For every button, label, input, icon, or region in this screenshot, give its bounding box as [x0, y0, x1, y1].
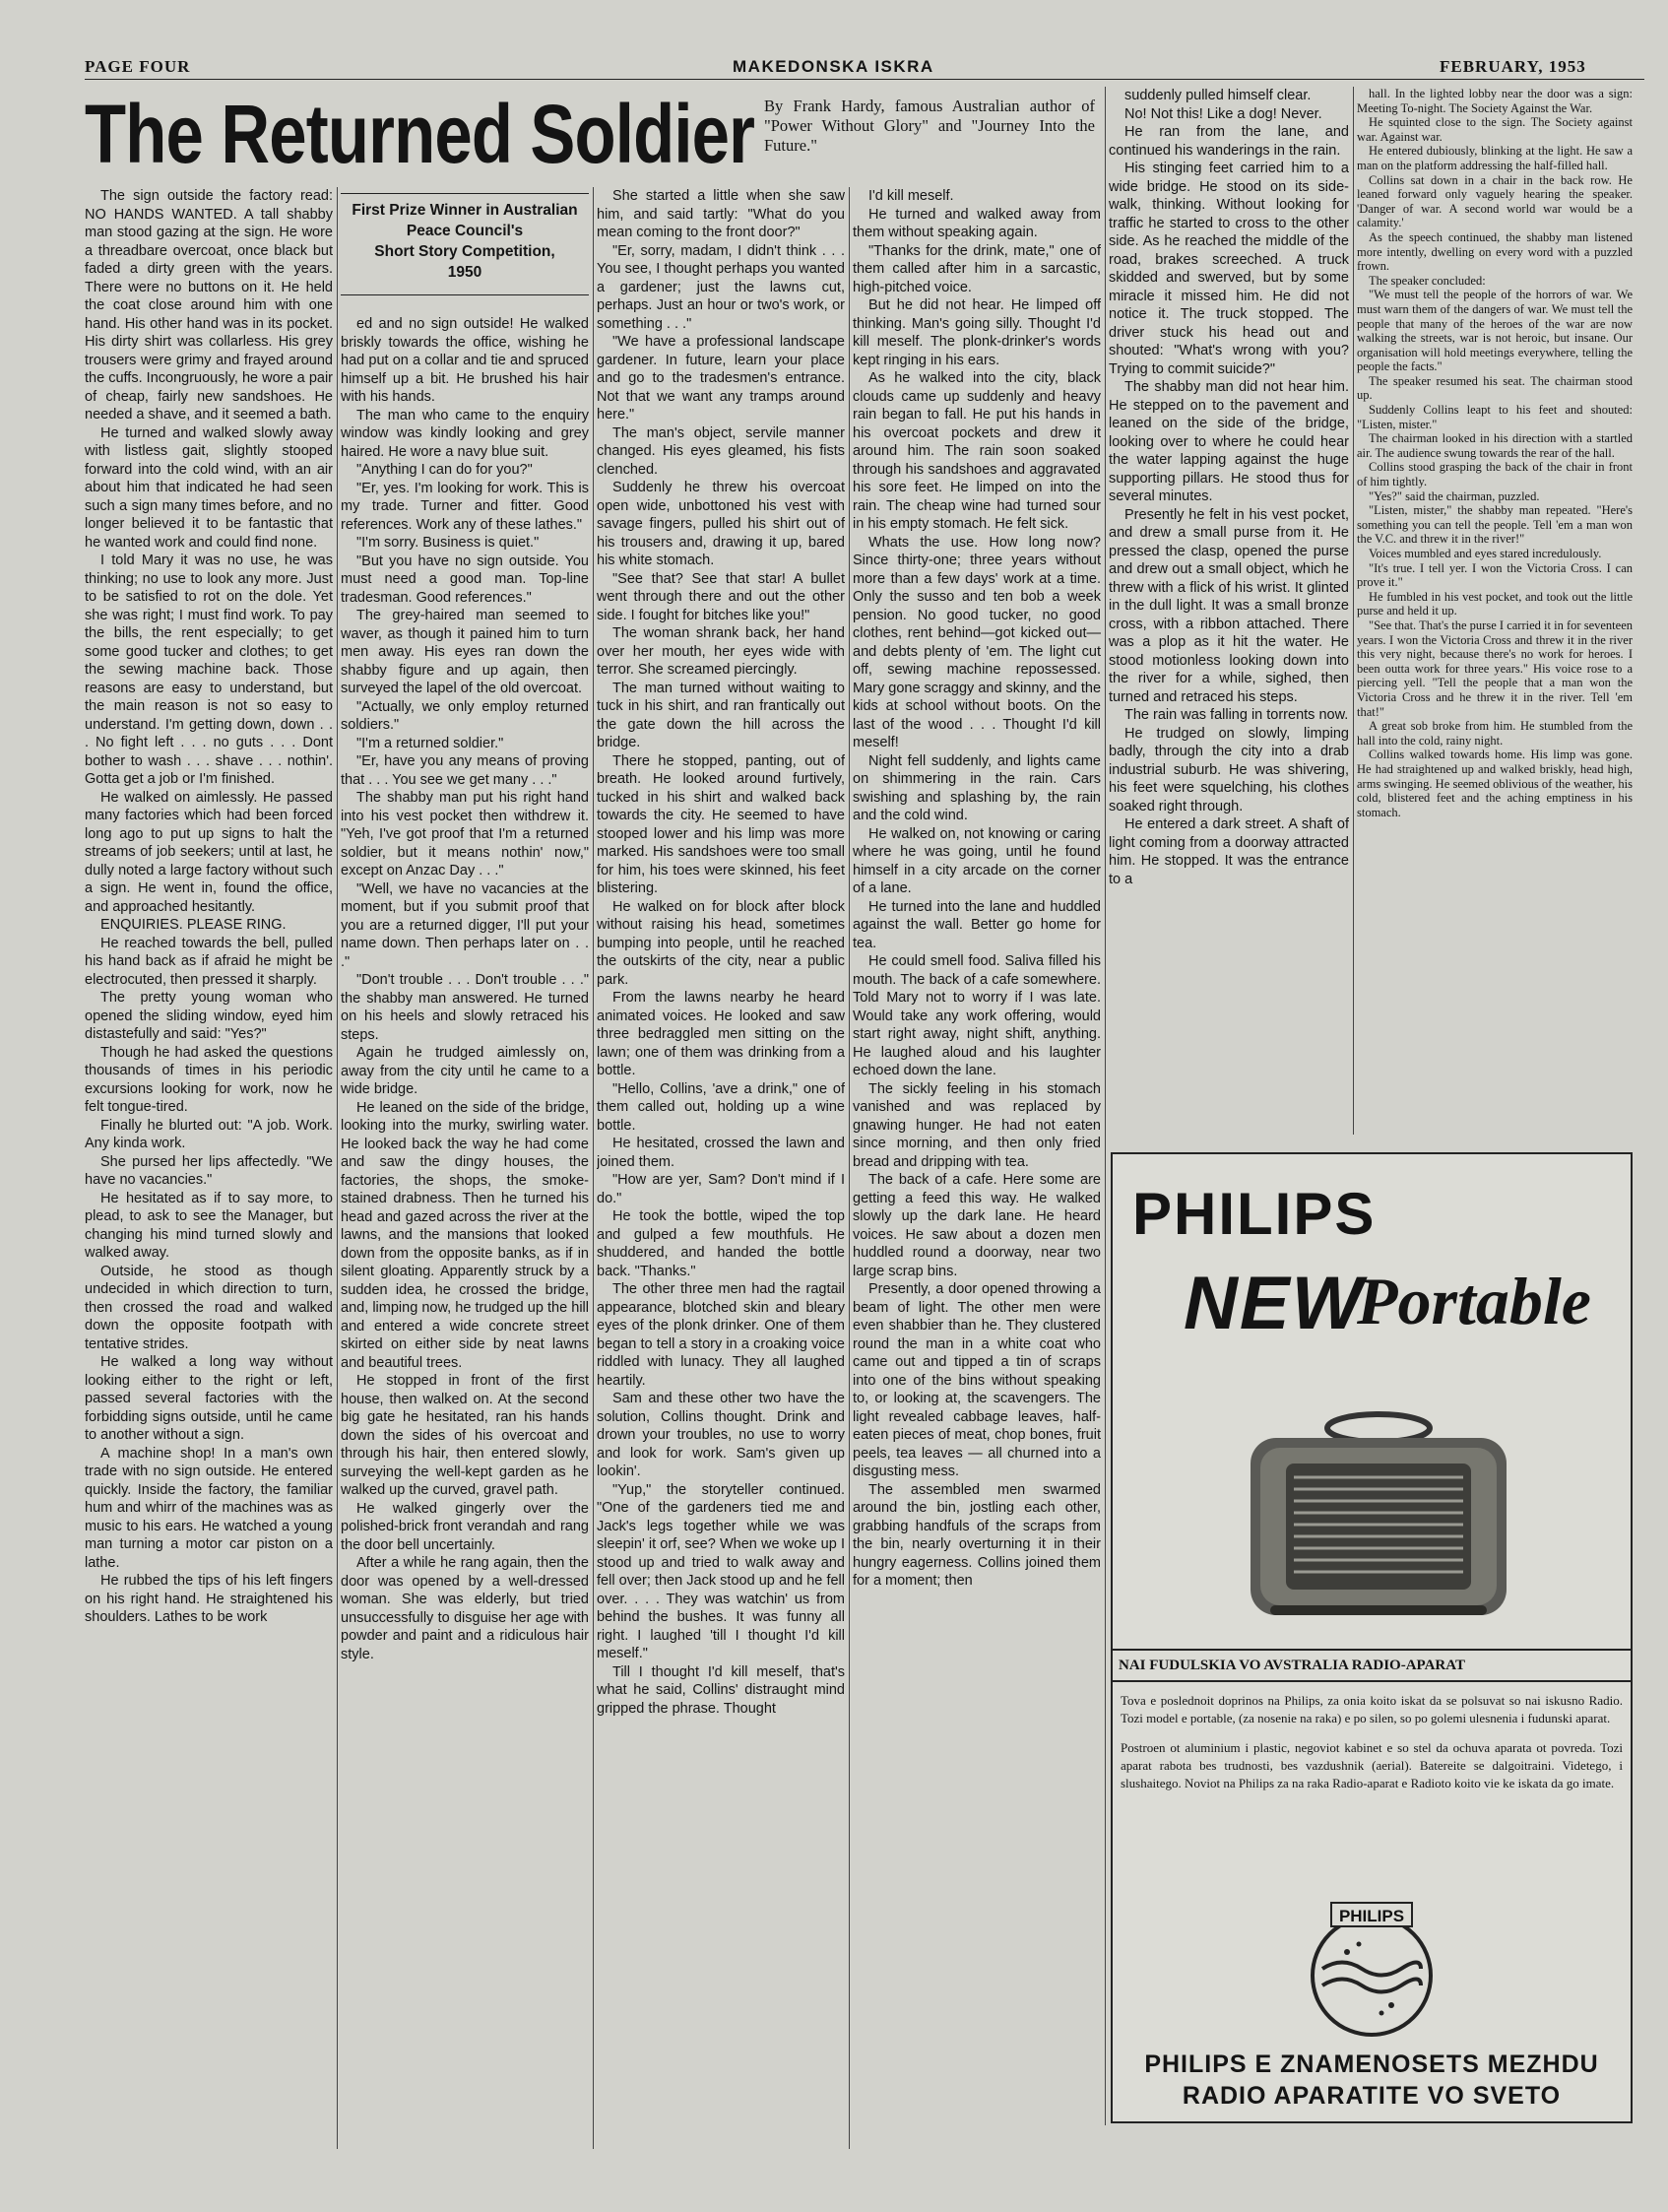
story-paragraph: He ran from the lane, and continued his wanderings in the rain. — [1109, 124, 1349, 159]
story-paragraph: The sickly feeling in his stomach vanished and was replaced by gnawing hunger. He had not eaten since morning, and then only fried bread and dripping with tea. — [853, 1080, 1101, 1170]
ad-brand-name: PHILIPS — [1132, 1181, 1377, 1247]
story-column-2 — [341, 315, 589, 2149]
prize-line: Short Story Competition, — [374, 243, 555, 260]
story-paragraph: A great sob broke from him. He stumbled from the hall into the cold, rainy night. — [1357, 719, 1633, 748]
story-paragraph: He reached towards the bell, pulled his hand back as if afraid he might be electrocuted, then pressed it sharply. — [85, 935, 333, 988]
philips-advertisement — [1111, 1152, 1633, 2123]
ad-tagline — [1123, 2049, 1621, 2112]
ad-product-name: Portable — [1357, 1264, 1591, 1338]
story-paragraph: The sign outside the factory read: NO HANDS WANTED. A tall shabby man stood gazing at the sign. He wore a threadbare overcoat, once black but faded a dirty green with the years. There were no buttons on it. He held the coat close around him with one hand. His other hand was in its pocket. His dirty shirt was collarless. His grey trousers were grimy and frayed around the cuffs. Incongruously, he wore a pair of cheap, fairly new sandshoes. He needed a shave, and it seemed a bath. — [85, 188, 333, 423]
story-paragraph: She pursed her lips affectedly. "We have no vacancies." — [85, 1153, 333, 1188]
story-paragraph: He hesitated as if to say more, to plead, to ask to see the Manager, but changing his mind turned slowly and walked away. — [85, 1190, 333, 1261]
story-paragraph: He walked on for block after block without raising his head, sometimes bumping into people, until he reached the outskirts of the city, near a public park. — [597, 898, 845, 988]
story-paragraph: "It's true. I tell yer. I won the Victoria Cross. I can prove it." — [1357, 560, 1633, 590]
publication-name: MAKEDONSKA ISKRA — [733, 57, 934, 76]
story-column-3 — [597, 187, 845, 2149]
story-paragraph: A machine shop! In a man's own trade with no sign outside. He entered quickly. Inside the factory, the familiar hum and whirr of the machines was as music to his ears. He watched a young man turning a motor car piston on a lathe. — [85, 1445, 333, 1571]
header-rule — [85, 79, 1644, 80]
story-paragraph: "How are yer, Sam? Don't mind if I do." — [597, 1172, 845, 1206]
story-paragraph: He walked on aimlessly. He passed many factories which had been forced long ago to put up signs to halt the streams of job seekers; until at last, he dully noted a large factory without such a sign. He went in, found the office, and approached hesitantly. — [85, 789, 333, 915]
story-paragraph: He trudged on slowly, limping badly, through the city into a drab industrial suburb. He was shivering, his feet were squelching, his clothes soaked right through. — [1109, 725, 1349, 814]
portable-radio-illustration — [1231, 1399, 1526, 1625]
ad-paragraph: Postroen ot aluminium i plastic, negoviot kabinet e so stel da ochuva aparata ot povreda. Tozi aparat rabota bes trudnosti, bes vazdushnik (aerial). Batereite se dalgoitraini. Videtego, i slushaitego. Noviot na Philips za na raka Radio-aparat e Radioto koito vie ke iskata da go imate. — [1121, 1740, 1623, 1790]
story-paragraph: She started a little when she saw him, and said tartly: "What do you mean coming to the front door?" — [597, 188, 845, 240]
ad-paragraph: Tova e poslednoit doprinos na Philips, za onia koito iskat da se polsuvat so nai iskusno Radio. Tozi model e portable, (za nosenie na raka) e po silen, so po golemi ulesnenia i fudunski aparat. — [1121, 1693, 1623, 1725]
story-paragraph: "Er, have you any means of proving that . . . You see we get many . . ." — [341, 753, 589, 788]
story-paragraph: Suddenly Collins leapt to his feet and shouted: "Listen, mister." — [1357, 403, 1633, 431]
story-paragraph: Till I thought I'd kill meself, that's what he said, Collins' distraught mind gripped the phrase. Thought — [597, 1663, 845, 1717]
story-column-6 — [1357, 87, 1633, 1135]
story-paragraph: The speaker concluded: — [1369, 273, 1486, 288]
story-paragraph: "Yes?" said the chairman, puzzled. — [1369, 488, 1540, 503]
story-paragraph: The shabby man did not hear him. He stepped on to the pavement and leaned on the side of the bridge, looking over to where he could hear the water lapping against the huge supporting pillars. He stood thus for several minutes. — [1109, 379, 1349, 504]
ad-new-label: NEW — [1184, 1262, 1365, 1345]
story-paragraph: He leaned on the side of the bridge, looking into the murky, swirling water. He looked back the way he had come and saw the dingy houses, the factories, the shops, the smoke-stained drabness. Then he turned his head and gazed across the river at the lawns, and the mansions that looked down from the opposite banks, as if in silent gloating. Apparently struck by a sudden idea, he crossed the bridge, and, limping now, he trudged up the hill and entered a wide concrete street skirted on either side by neat lawns and beautiful trees. — [341, 1099, 589, 1371]
story-paragraph: From the lawns nearby he heard animated voices. He looked and saw three bedraggled men sitting on the lawn; one of them was drinking from a bottle. — [597, 990, 845, 1078]
story-paragraph: "Don't trouble . . . Don't trouble . . ." the shabby man answered. He turned on his heels and slowly retraced his steps. — [341, 972, 589, 1043]
ad-tagline-line: RADIO APARATITE VO SVETO — [1182, 2082, 1562, 2110]
story-paragraph: As the speech continued, the shabby man listened more intently, dwelling on every word with a puzzled frown. — [1357, 229, 1633, 274]
story-paragraph: He walked gingerly over the polished-brick front verandah and rang the door bell uncertainly. — [341, 1500, 589, 1553]
story-paragraph: Presently, a door opened throwing a beam of light. The other men were even shabbier than he. They clustered round the man in a white coat who came out and tipped a tin of scraps into one of the bins without speaking to, or looking at, the scavengers. The light revealed cabbage leaves, half-eaten pieces of meat, chop bones, fruit peels, tea leaves — all churned into a disgusting mess. — [853, 1281, 1101, 1479]
story-paragraph: He took the bottle, wiped the top and gulped a few mouthfuls. He shuddered, and handed the bottle back. "Thanks." — [597, 1208, 845, 1279]
story-paragraph: "Yup," the storyteller continued. "One of the gardeners tied me and Jack's legs together while we was sleepin' it orf, see? When we woke up I stood up and tried to walk away and fell over; then Jack stood up and he fell over. . . . They was watchin' us from behind the bushes. It was funny all right. I laughed 'till I thought I'd kill meself." — [597, 1481, 845, 1661]
ad-tagline-line: PHILIPS E ZNAMENOSETS MEZHDU — [1144, 2050, 1599, 2078]
story-paragraph: Though he had asked the questions thousands of times in his periodic excursions looking for work, now he felt tongue-tired. — [85, 1044, 333, 1115]
story-paragraph: "Hello, Collins, 'ave a drink," one of them called out, holding up a wine bottle. — [597, 1080, 845, 1134]
story-paragraph: He squinted close to the sign. The Society against war. Against war. — [1357, 115, 1633, 144]
story-paragraph: He entered dubiously, blinking at the light. He saw a man on the platform addressing the half-filled hall. — [1357, 144, 1633, 172]
story-paragraph: "Listen, mister," the shabby man repeated. "Here's something you can tell the people. Tell 'em a man won the V.C. and threw it in the river!" — [1357, 503, 1633, 547]
story-paragraph: His stinging feet carried him to a wide bridge. He stood on its side-walk, thinking. Without looking for traffic he started to cross to the other side. As he reached the middle of the road, brakes screeched. A truck skidded and swerved, but by some miracle it missed him. He did not notice it. The truck stopped. The driver stuck his head out and shouted: "What's wrong with you? Trying to commit suicide?" — [1109, 161, 1349, 377]
story-paragraph: But he did not hear. He limped off thinking. Man's going silly. Thought I'd kill meself. The plonk-drinker's words kept ringing in his ears. — [853, 297, 1101, 368]
story-paragraph: The shabby man put his right hand into his vest pocket then withdrew it. "Yeh, I've got proof that I'm a returned soldier, but it means nothin' now," except on Anzac Day . . ." — [341, 790, 589, 878]
story-paragraph: No! Not this! Like a dog! Never. — [1124, 105, 1322, 122]
philips-shield-emblem — [1298, 1895, 1445, 2043]
column-divider — [1353, 87, 1354, 1135]
story-paragraph: He could smell food. Saliva filled his mouth. The back of a cafe somewhere. Told Mary not to worry if I was late. Would take any work offering, would start right away, night shift, anything. He laughed aloud and his laughter echoed down the lane. — [853, 953, 1101, 1078]
story-paragraph: The other three men had the ragtail appearance, blotched skin and bleary eyes of the plonk drinker. One of them began to tell a story in a croaking voice riddled with lunacy. They all laughed heartily. — [597, 1281, 845, 1389]
story-paragraph: "Actually, we only employ returned soldiers." — [341, 698, 589, 733]
story-paragraph: The assembled men swarmed around the bin, jostling each other, grabbing handfuls of the scraps from the bin, nearly overturning it in their hungry eagerness. Collins joined them for a moment; then — [853, 1481, 1101, 1589]
story-paragraph: He turned and walked away from them without speaking again. — [853, 206, 1101, 240]
story-column-4 — [853, 187, 1101, 2149]
prize-notice — [341, 193, 589, 295]
story-paragraph: Finally he blurted out: "A job. Work. Any kinda work. — [85, 1117, 333, 1151]
story-paragraph: The man's object, servile manner changed. His eyes gleamed, his fists clenched. — [597, 424, 845, 478]
page-number: PAGE FOUR — [85, 57, 191, 76]
story-paragraph: ed and no sign outside! He walked briskly towards the office, wishing he had put on a collar and tie and spruced himself up a bit. He brushed his hair with his hands. — [341, 316, 589, 405]
column-divider — [337, 187, 338, 2149]
story-column-5 — [1109, 87, 1349, 1135]
story-paragraph: "But you have no sign outside. You must need a good man. Top-line tradesman. Good references." — [341, 553, 589, 606]
story-paragraph: He turned and walked slowly away with listless gait, slightly stooped forward into the cold wind, with an air about him that indicated he had seen such a sign many times before, and no longer believed it to be fantastic that he wanted work and could find none. — [85, 424, 333, 551]
story-paragraph: Night fell suddenly, and lights came on shimmering in the rain. Cars swishing and splashing by, the rain and the cold wind. — [853, 752, 1101, 823]
story-paragraph: Sam and these other two have the solution, Collins thought. Drink and drown your troubles, no use to worry and look for work. Sam's given up lookin'. — [597, 1391, 845, 1479]
story-paragraph: Voices mumbled and eyes stared incredulously. — [1369, 547, 1602, 560]
story-paragraph: He turned into the lane and huddled against the wall. Better go home for tea. — [853, 898, 1101, 951]
story-headline: The Returned Soldier — [85, 88, 755, 180]
story-paragraph: The pretty young woman who opened the sliding window, eyed him distastefully and said: "Yes?" — [85, 990, 333, 1042]
story-paragraph: The speaker resumed his seat. The chairman stood up. — [1357, 373, 1633, 403]
story-byline: By Frank Hardy, famous Australian author of "Power Without Glory" and "Journey Into the Future." — [764, 97, 1095, 155]
story-paragraph: He rubbed the tips of his left fingers on his right hand. He straightened his shoulders. Lathes to be work — [85, 1573, 333, 1625]
story-paragraph: He walked on, not knowing or caring where he was going, until he found himself in a city arcade on the corner of a lane. — [853, 825, 1101, 896]
story-paragraph: The rain was falling in torrents now. — [1124, 707, 1349, 723]
story-paragraph: I told Mary it was no use, he was thinking; no use to look any more. Just to be satisfied to rot on the dole. Yet she was right; I must find work. To pay the bills, the rent especially; to get some good tucker and clothes; to get the sewing machine back. Those reasons are easy to understand, but the main reason is not so easy to understand. I'm getting down, down . . . No fight left . . . no guts . . . Dont bother to wash . . . shave . . . nothin'. Gotta get a job or I'm finished. — [85, 553, 333, 787]
ad-subheading: NAI FUDULSKIA VO AVSTRALIA RADIO-APARAT — [1113, 1649, 1631, 1682]
story-paragraph: "We must tell the people of the horrors of war. We must warn them of the dangers of war. We must tell the people that many of the heroes of the war are now walking the streets, war is not heroic, but insane. Our organisation will hold meetings everywhere, telling the people the facts." — [1357, 288, 1633, 374]
prize-line: First Prize Winner in Australian Peace Council's — [352, 202, 578, 239]
story-paragraph: He hesitated, crossed the lawn and joined them. — [597, 1136, 845, 1170]
story-paragraph: The man who came to the enquiry window was kindly looking and grey haired. He wore a navy blue suit. — [341, 407, 589, 460]
story-paragraph: ENQUIRIES. PLEASE RING. — [100, 917, 287, 933]
column-divider — [593, 187, 594, 2149]
story-paragraph: "Er, sorry, madam, I didn't think . . . You see, I thought perhaps you wanted a gardener; just the lawns cut, perhaps. Just an hour or two's work, or something . . ." — [597, 242, 845, 332]
story-paragraph: The back of a cafe. Here some are getting a feed this way. He walked slowly up the dark lane. He heard voices. He saw about a dozen men huddled round a doorway, near two large scrap bins. — [853, 1172, 1101, 1279]
story-paragraph: As he walked into the city, black clouds came up suddenly and heavy rain began to fall. He put his hands in his overcoat pockets and drew it around him. The rain soon soaked through his sandshoes and aggravated his sore feet. He limped on into the rain. The cheap wine had turned sour in his empty stomach. He felt sick. — [853, 370, 1101, 532]
story-paragraph: Suddenly he threw his overcoat open wide, unbottoned his vest with savage fingers, pulled his shirt out of his trousers and, drawing it up, bared his white stomach. — [597, 480, 845, 568]
story-paragraph: "See that? See that star! A bullet went through there and out the other side. I fought for bitches like you!" — [597, 570, 845, 623]
story-paragraph: He entered a dark street. A shaft of light coming from a doorway attracted him. He stopped. It was the entrance to a — [1109, 816, 1349, 887]
story-paragraph: Whats the use. How long now? Since thirty-one; three years without more than a few days' work at a time. Only the susso and ten bob a week pension. No good tucker, no good clothes, rent behind—got kicked out—and debts plenty of 'em. The light cut off, sewing machine repossessed. Mary gone scraggy and skinny, and the kids at school without boots. On the last of the wood . . . Thought I'd kill meself! — [853, 534, 1101, 750]
story-paragraph: He walked a long way without looking either to the right or left, passed several factories with the forbidding signs outside, until he came to another without a sign. — [85, 1354, 333, 1443]
story-paragraph: The woman shrank back, her hand over her mouth, her eyes wide with terror. She screamed piercingly. — [597, 625, 845, 678]
story-paragraph: He fumbled in his vest pocket, and took out the little purse and held it up. — [1357, 589, 1633, 618]
story-paragraph: "Thanks for the drink, mate," one of them called after him in a sarcastic, high-pitched voice. — [853, 242, 1101, 295]
story-paragraph: "We have a professional landscape gardener. In future, learn your place and go to the tradesmen's entrance. Not that we want any tramps around here." — [597, 334, 845, 423]
story-paragraph: hall. In the lighted lobby near the door was a sign: Meeting To-night. The Society Against the War. — [1357, 87, 1633, 115]
ad-body-text — [1121, 1692, 1623, 1804]
emblem-wordmark: PHILIPS — [1338, 1907, 1405, 1925]
story-paragraph: suddenly pulled himself clear. — [1124, 88, 1312, 103]
story-paragraph: He stopped in front of the first house, then walked on. At the second big gate he hesitated, ran his hands down the sides of his overcoat and through his hair, then entered slowly, surveying the well-kept garden as he walked up the curved, gravel path. — [341, 1373, 589, 1498]
story-paragraph: Again he trudged aimlessly on, away from the city until he came to a wide bridge. — [341, 1045, 589, 1097]
story-paragraph: After a while he rang again, then the door was opened by a well-dressed woman. She was elderly, but tried unsuccessfully to disguise her age with powder and paint and a ridiculous hair style. — [341, 1555, 589, 1662]
story-paragraph: The man turned without waiting to tuck in his shirt, and ran frantically out the gate down the hill across the bridge. — [597, 680, 845, 750]
story-paragraph: "See that. That's the purse I carried it in for seventeen years. I won the Victoria Cross and threw it in the river this very night, because there's no work for heroes. I been outta work for three years." His voice rose to a piercing yell. "Tell the people that a man won the Victoria Cross and he threw it in the river. Tell 'em that!" — [1357, 618, 1633, 719]
story-paragraph: "Well, we have no vacancies at the moment, but if you submit proof that you are a returned digger, I'll put your name down. Then perhaps later on . . ." — [341, 880, 589, 970]
column-divider — [1105, 87, 1106, 2125]
story-paragraph: The grey-haired man seemed to waver, as though it pained him to turn men away. His eyes ran down the shabby figure and up again, then surveyed the lapel of the old overcoat. — [341, 608, 589, 696]
story-paragraph: Collins stood grasping the back of the chair in front of him tightly. — [1357, 460, 1633, 489]
story-paragraph: "Er, yes. I'm looking for work. This is my trade. Turner and fitter. Good references. Work any of these lathes." — [341, 480, 589, 533]
story-paragraph: "I'm sorry. Business is quiet." — [356, 535, 540, 551]
story-paragraph: Collins walked towards home. His limp was gone. He had straightened up and walked briskly, head high, arms swinging. He seemed oblivious of the weather, his cold, blistered feet and the aching emptiness in his stomach. — [1357, 748, 1633, 819]
story-paragraph: I'd kill meself. — [868, 188, 954, 204]
story-paragraph: The chairman looked in his direction with a startled air. The audience swung towards the rear of the hall. — [1357, 431, 1633, 460]
story-column-1 — [85, 187, 333, 2149]
story-paragraph: Outside, he stood as though undecided in which direction to turn, then crossed the road and walked down the opposite footpath with tentative strides. — [85, 1263, 333, 1352]
story-paragraph: "Anything I can do for you?" — [356, 462, 533, 478]
story-paragraph: Collins sat down in a chair in the back row. He leaned forward only vaguely hearing the speaker. 'Danger of war. A second world war would be a calamity.' — [1357, 172, 1633, 230]
prize-line: 1950 — [447, 264, 482, 281]
issue-date: FEBRUARY, 1953 — [1440, 57, 1586, 76]
story-paragraph: "I'm a returned soldier." — [356, 735, 504, 751]
column-divider — [849, 187, 850, 2149]
story-paragraph: There he stopped, panting, out of breath. He looked around furtively, tucked in his shirt and walked back towards the city. He seemed to have stooped lower and his limp was more marked. His sandshoes were too small for him, his toes were skinned, his feet blistering. — [597, 752, 845, 896]
story-paragraph: Presently he felt in his vest pocket, and drew a small purse from it. He pressed the clasp, opened the purse and drew out a small object, which he threw with a flick of his wrist. It glinted in the dull light. It was a small bronze cross, with a ribbon attached. There was a plop as it hit the water. He stood motionless looking down into the river for a while, sighed, then turned and retraced his steps. — [1109, 506, 1349, 705]
